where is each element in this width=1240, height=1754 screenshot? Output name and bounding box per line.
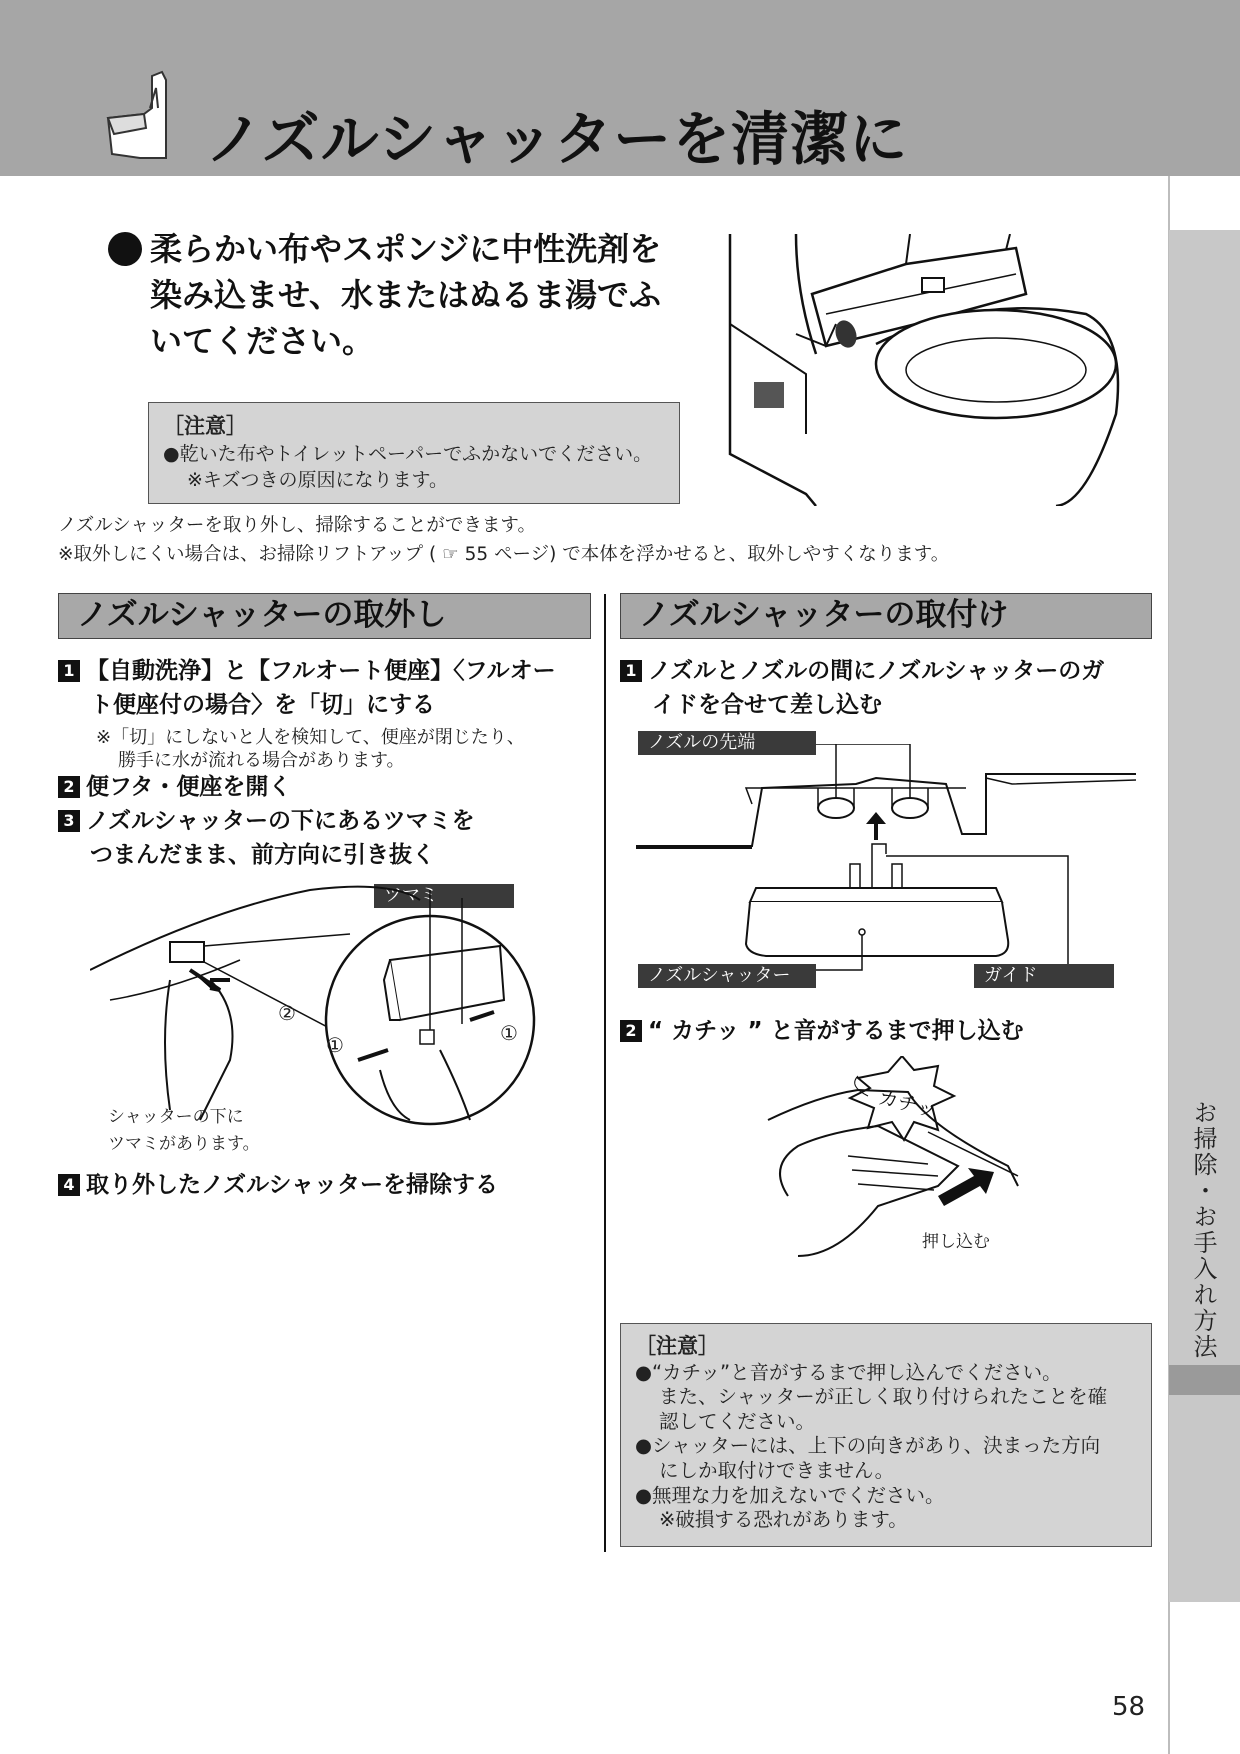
step-text: 取り外したノズルシャッターを掃除する [86,1172,499,1198]
label-nozzle-tip: ノズルの先端 [638,731,816,755]
marker-2: ② [278,1001,296,1025]
chapter-title: お掃除・お手入れ方法 [1189,1100,1217,1360]
page-title: ノズルシャッターを清潔に [205,105,909,173]
caution-line: また、シャッターが正しく取り付けられたことを確 [659,1385,1108,1409]
label-guide: ガイド [974,964,1114,988]
step-number: 2 [58,776,80,798]
step-text: “ カチッ ” と音がするまで押し込む [648,1018,1024,1044]
step-text: 【自動洗浄】と【フルオート便座】〈フルオー [86,658,556,684]
caution-box-bottom [620,1323,1152,1547]
note-line-2: ※取外しにくい場合は、お掃除リフトアップ ( ☞ 55 ページ) で本体を浮かせると、取外しやすくなります。 [58,544,950,565]
removal-step-2 [58,770,291,804]
caution-line: ●シャッターには、上下の向きがあり、決まった方向 [635,1434,1101,1458]
install-step-1 [620,654,1160,688]
removal-step-3 [58,804,475,838]
install-illustration [636,744,1156,978]
lead-bullet [108,232,142,266]
caution-line: ●乾いた布やトイレットペーパーでふかないでください。 [163,443,653,465]
removal-step-4 [58,1168,498,1202]
caution-line: ●“カチッ”と音がするまで押し込んでください。 [635,1360,1062,1384]
caution-line: ※キズつきの原因になります。 [187,469,449,491]
chapter-marker [1169,1365,1240,1395]
removal-step-3-cont: つまんだまま、前方向に引き抜く [90,842,435,868]
label-shutter: ノズルシャッター [638,964,816,988]
step-number: 4 [58,1174,80,1196]
lead-line-2: 染み込ませ、水またはぬるま湯でふ [150,276,662,314]
removal-step-1-note: 勝手に水が流れる場合があります。 [118,750,405,771]
label-knob: ツマミ [374,884,514,908]
section-heading-removal: ノズルシャッターの取外し [58,593,591,639]
page-number: 58 [1112,1692,1146,1722]
step-text: 便フタ・便座を開く [86,774,292,800]
caution-title: ［注意］ [163,414,247,438]
caution-line: ●無理な力を加えないでください。 [635,1483,945,1507]
step-number: 2 [620,1020,642,1042]
install-step-2 [620,1014,1024,1048]
marker-1: ① [500,1021,518,1045]
install-step-1-cont: イドを合せて差し込む [652,692,882,718]
caution-box-top [148,402,680,504]
caution-title: ［注意］ [635,1334,719,1358]
removal-step-1-cont: ト便座付の場合〉を「切」にする [90,692,435,718]
lead-line-1: 柔らかい布やスポンジに中性洗剤を [150,230,662,268]
step-number: 3 [58,810,80,832]
caption-line: シャッターの下に [108,1107,244,1127]
toilet-illustration [726,234,1126,506]
caution-line: ※破損する恐れがあります。 [659,1508,908,1532]
toilet-icon [100,68,180,168]
step-number: 1 [58,660,80,682]
caption-line: ツマミがあります。 [108,1134,260,1154]
step-number: 1 [620,660,642,682]
marker-1: ① [326,1033,344,1057]
chapter-sidebar [1169,230,1240,1602]
step-text: ノズルとノズルの間にノズルシャッターのガ [648,658,1105,684]
removal-step-1-note: ※「切」にしないと人を検知して、便座が閉じたり、 [96,727,525,748]
step-text: ノズルシャッターの下にあるツマミを [86,808,475,834]
lead-line-3: いてください。 [150,322,375,360]
removal-illustration [90,870,560,1140]
push-illustration [728,1056,1048,1266]
push-label: 押し込む [922,1232,990,1252]
column-divider [604,594,606,1552]
removal-step-1 [58,654,598,688]
section-heading-install: ノズルシャッターの取付け [620,593,1152,639]
note-line-1: ノズルシャッターを取り外し、掃除することができます。 [58,515,536,536]
sound-text: カチッ [875,1084,940,1123]
caution-line: 認してください。 [659,1409,816,1433]
caution-line: にしか取付けできません。 [659,1458,895,1482]
